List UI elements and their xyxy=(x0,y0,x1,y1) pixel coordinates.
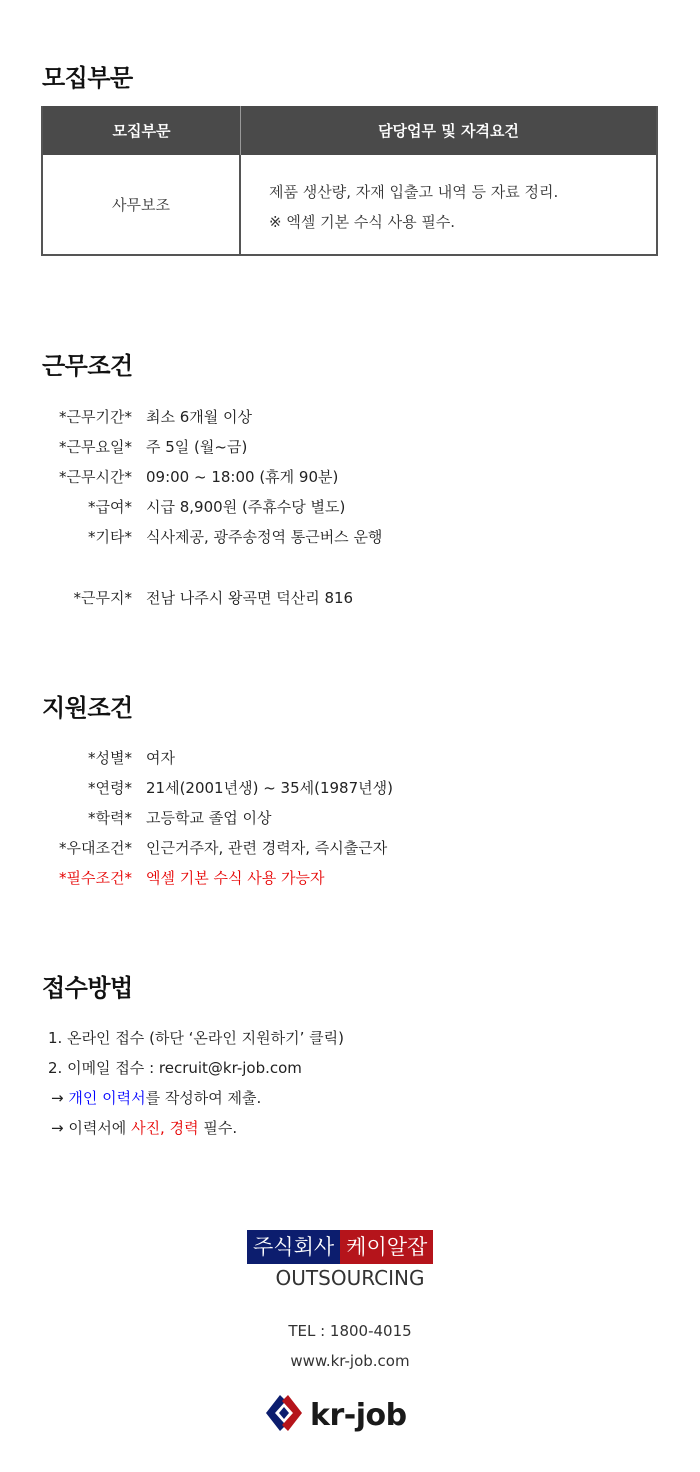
condition-label: *근무시간* xyxy=(59,468,132,486)
list-item xyxy=(0,583,700,613)
work-conditions-list xyxy=(0,402,700,552)
condition-label: *기타* xyxy=(88,528,132,546)
condition-label: *우대조건* xyxy=(59,839,132,857)
kr-job-logo xyxy=(262,1393,407,1437)
list-item xyxy=(0,833,700,863)
recruit-table xyxy=(41,106,658,256)
list-item: 2. 이메일 접수 : recruit@kr-job.com xyxy=(48,1059,302,1077)
table-row xyxy=(43,155,656,254)
text: 를 작성하여 제출. xyxy=(145,1089,262,1107)
outsourcing-label: OUTSOURCING xyxy=(275,1266,425,1290)
condition-value: 21세(2001년생) ~ 35세(1987년생) xyxy=(146,779,393,797)
arrow-prefix: → xyxy=(51,1089,69,1107)
company-name-badge xyxy=(247,1230,433,1264)
location-label: *근무지* xyxy=(73,589,132,607)
condition-label: *근무요일* xyxy=(59,438,132,456)
location-value: 전남 나주시 왕곡면 덕산리 816 xyxy=(146,589,354,607)
work-section-title: 근무조건 xyxy=(42,352,133,380)
list-item xyxy=(0,462,700,492)
apply-method-title: 접수방법 xyxy=(42,974,133,1002)
website-link[interactable]: www.kr-job.com xyxy=(290,1352,410,1370)
list-item-required xyxy=(0,863,700,893)
required-highlight: 사진, 경력 xyxy=(131,1119,199,1137)
condition-value: 주 5일 (월~금) xyxy=(146,438,248,456)
resume-link[interactable]: 개인 이력서 xyxy=(68,1089,146,1107)
condition-label: *급여* xyxy=(88,498,132,516)
condition-label: *근무기간* xyxy=(59,408,132,426)
list-item xyxy=(0,402,700,432)
condition-label: *성별* xyxy=(88,749,132,767)
list-item xyxy=(0,432,700,462)
position-cell: 사무보조 xyxy=(43,155,241,254)
duty-cell xyxy=(241,155,656,254)
apply-conditions-title: 지원조건 xyxy=(42,694,133,722)
condition-value: 최소 6개월 이상 xyxy=(146,408,253,426)
apply-method-list xyxy=(48,1023,344,1143)
condition-label: *연령* xyxy=(88,779,132,797)
work-location xyxy=(0,583,700,613)
condition-label: *필수조건* xyxy=(59,869,132,887)
header-position: 모집부문 xyxy=(43,106,241,155)
text: 필수. xyxy=(198,1119,238,1137)
tel-text: TEL : 1800-4015 xyxy=(288,1322,412,1340)
condition-value: 09:00 ~ 18:00 (휴게 90분) xyxy=(146,468,339,486)
condition-value: 인근거주자, 관련 경력자, 즉시출근자 xyxy=(146,839,388,857)
list-item xyxy=(0,803,700,833)
condition-value: 고등학교 졸업 이상 xyxy=(146,809,272,827)
condition-value: 식사제공, 광주송정역 통근버스 운행 xyxy=(146,528,383,546)
apply-conditions-list xyxy=(0,743,700,893)
condition-value: 여자 xyxy=(146,749,175,767)
condition-value: 시급 8,900원 (주휴수당 별도) xyxy=(146,498,346,516)
recruit-table-header xyxy=(43,106,656,155)
company-name-part2: 케이알잡 xyxy=(340,1230,433,1264)
company-name-part1: 주식회사 xyxy=(247,1230,340,1264)
header-duty: 담당업무 및 자격요건 xyxy=(378,122,519,140)
condition-value: 엑셀 기본 수식 사용 가능자 xyxy=(146,869,325,887)
list-item xyxy=(0,743,700,773)
list-item: 1. 온라인 접수 (하단 ‘온라인 지원하기’ 클릭) xyxy=(48,1029,345,1047)
logo-text: kr-job xyxy=(310,1397,407,1433)
list-item xyxy=(48,1113,344,1143)
kr-job-diamond-icon xyxy=(262,1393,306,1437)
condition-label: *학력* xyxy=(88,809,132,827)
list-item xyxy=(48,1083,344,1113)
recruit-section-title: 모집부문 xyxy=(42,64,133,92)
list-item xyxy=(0,492,700,522)
list-item xyxy=(0,773,700,803)
text: → 이력서에 xyxy=(51,1119,132,1137)
duty-note: ※ 엑셀 기본 수식 사용 필수. xyxy=(269,213,456,231)
duty-line: 제품 생산량, 자재 입출고 내역 등 자료 정리. xyxy=(269,183,559,201)
list-item xyxy=(0,522,700,552)
